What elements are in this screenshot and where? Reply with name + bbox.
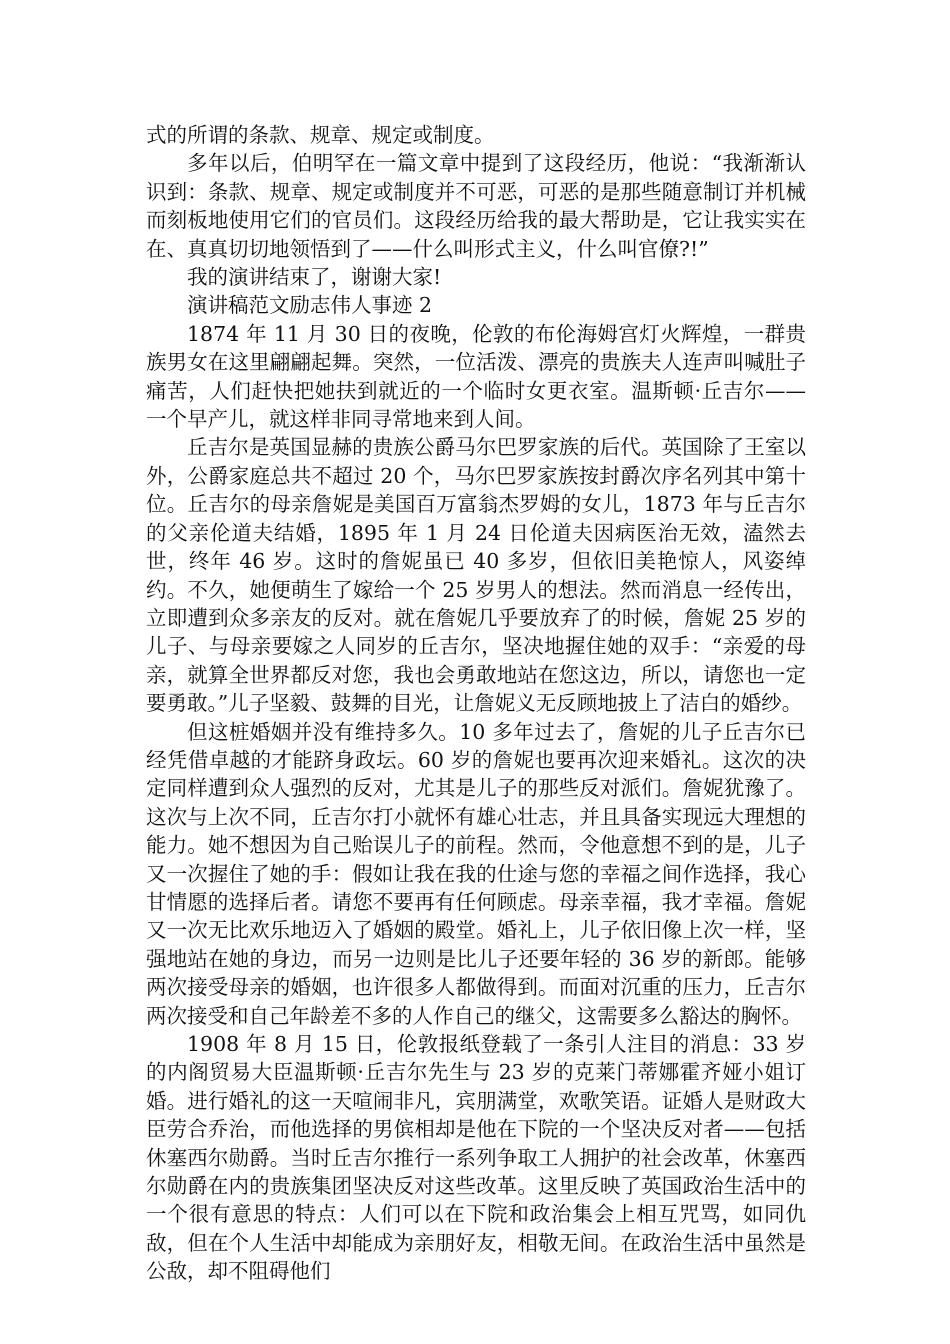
paragraph-3: 我的演讲结束了，谢谢大家! bbox=[187, 265, 442, 290]
paragraph-2: 多年以后，伯明罕在一篇文章中提到了这段经历，他说：“我渐渐认识到：条款、规章、规定或制度并不可恶，可恶的是那些随意制订并机械而刻板地使用它们的官员们。这段经历给我的最大帮助是，它让我实实在在、真真切切地领悟到了——什么叫形式主义，什么叫官僚?!” bbox=[146, 151, 806, 261]
section-heading: 演讲稿范文励志伟人事迹 2 bbox=[187, 293, 433, 318]
paragraph-7: 但这桩婚姻并没有维持多久。10 多年过去了，詹妮的儿子丘吉尔已经凭借卓越的才能跻身政坛。60 岁的詹妮也要再次迎来婚礼。这次的决定同样遭到众人强烈的反对，尤其是儿子的那些反对派们。詹妮犹豫了。这次与上次不同，丘吉尔打小就怀有雄心壮志，并且具备实现远大理想的能力。她不想因为自己贻误儿子的前程。然而，令他意想不到的是，儿子又一次握住了她的手：假如让我在我的仕途与您的幸福之间作选择，我心甘情愿的选择后者。请您不要再有任何顾虑。母亲幸福，我才幸福。詹妮又一次无比欢乐地迈入了婚姻的殿堂。婚礼上，儿子依旧像上次一样，坚强地站在她的身边，而另一边则是比儿子还要年轻的 36 岁的新郎。能够两次接受母亲的婚姻，也许很多人都做得到。而面对沉重的压力，丘吉尔两次接受和自己年龄差不多的人作自己的继父，这需要多么豁达的胸怀。 bbox=[146, 719, 806, 1028]
paragraph-6: 丘吉尔是英国显赫的贵族公爵马尔巴罗家族的后代。英国除了王室以外，公爵家庭总共不超过 20 个，马尔巴罗家族按封爵次序名列其中第十位。丘吉尔的母亲詹妮是美国百万富翁杰罗姆的女儿，1873 年与丘吉尔的父亲伦道夫结婚，1895 年 1 月 24 日伦道夫因病医治无效，溘然去世，终年 46 岁。这时的詹妮虽已 40 多岁，但依旧美艳惊人，风姿绰约。不久，她便萌生了嫁给一个 25 岁男人的想法。然而消息一经传出，立即遭到众多亲友的反对。就在詹妮几乎要放弃了的时候，詹妮 25 岁的儿子、与母亲要嫁之人同岁的丘吉尔，坚决地握住她的双手：“亲爱的母亲，就算全世界都反对您，我也会勇敢地站在您这边，所以，请您也一定要勇敢。”儿子坚毅、鼓舞的目光，让詹妮义无反顾地披上了洁白的婚纱。 bbox=[146, 435, 806, 716]
paragraph-1: 式的所谓的条款、规章、规定或制度。 bbox=[146, 123, 495, 147]
paragraph-8: 1908 年 8 月 15 日，伦敦报纸登载了一条引人注目的消息：33 岁的内阁贸易大臣温斯顿·丘吉尔先生与 23 岁的克莱门蒂娜霍齐娅小姐订婚。进行婚礼的这一天喧闹非凡，宾朋满堂，欢歌笑语。证婚人是财政大臣劳合乔治，而他选择的男傧相却是他在下院的一个坚决反对者——包括休塞西尔勋爵。当时丘吉尔推行一系列争取工人拥护的社会改革，休塞西尔勋爵在内的贵族集团坚决反对这些改革。这里反映了英国政治生活中的一个很有意思的特点：人们可以在下院和政治集会上相互咒骂，如同仇敌，但在个人生活中却能成为亲朋好友，相敬无间。在政治生活中虽然是公敌，却不阻碍他们 bbox=[146, 1032, 806, 1284]
paragraph-5: 1874 年 11 月 30 日的夜晚，伦敦的布伦海姆宫灯火辉煌，一群贵族男女在这里翩翩起舞。突然，一位活泼、漂亮的贵族夫人连声叫喊肚子痛苦，人们赶快把她扶到就近的一个临时女更衣室。温斯顿·丘吉尔——一个早产儿，就这样非同寻常地来到人间。 bbox=[146, 321, 806, 432]
document-body bbox=[146, 121, 806, 1286]
